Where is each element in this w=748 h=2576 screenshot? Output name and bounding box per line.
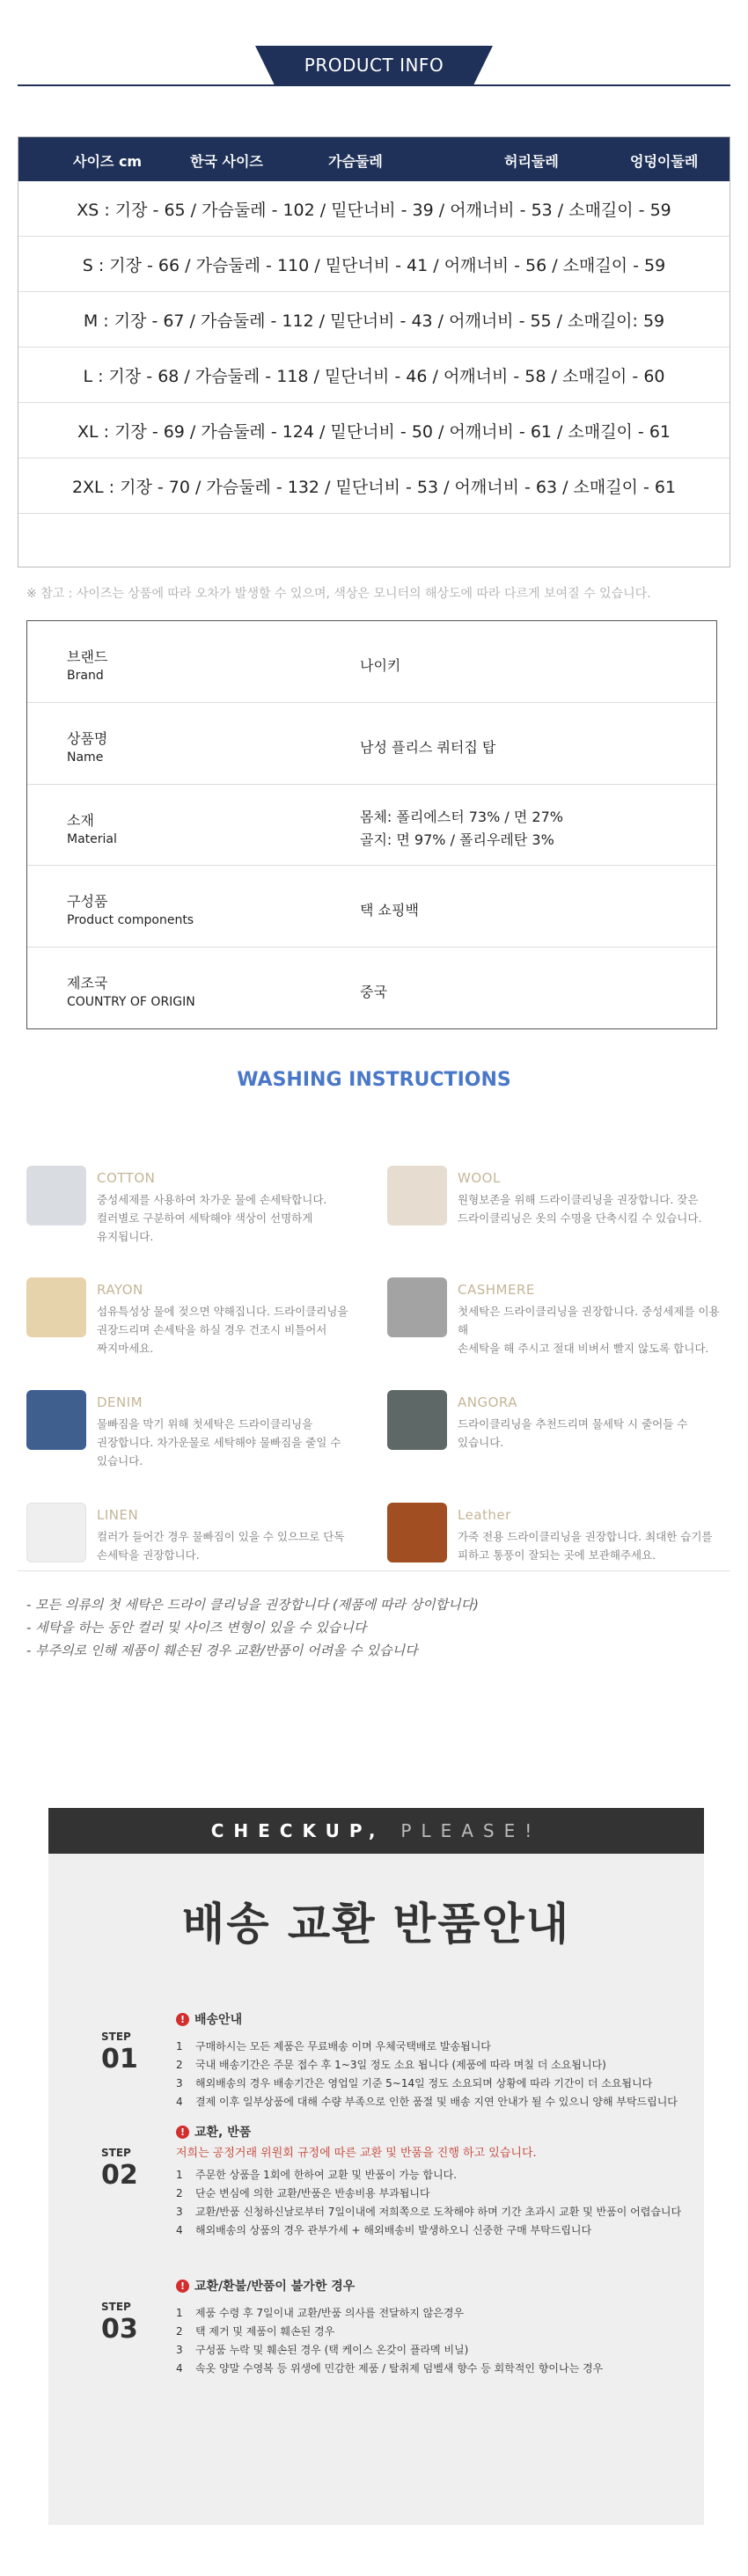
spec-name-en: Name xyxy=(67,750,104,765)
step-1-item: 4 결제 이후 일부상품에 대해 수량 부족으로 인한 품절 및 배송 지연 안내가 될 수 있으니 양해 부탁드립니다 xyxy=(176,2096,678,2108)
step-1-item: 3 해외배송의 경우 배송기간은 영업일 기준 5~14일 정도 소요되며 상황에 따라 기간이 더 소요됩니다 xyxy=(176,2077,653,2089)
step-1-heading: ! 배송안내 xyxy=(176,2010,242,2028)
col-chest: 가슴둘레 xyxy=(328,153,383,170)
step-3-heading: ! 교환/환불/반품이 불가한 경우 xyxy=(176,2277,355,2294)
spec-material-value-rib: 골지: 면 97% / 폴리우레탄 3% xyxy=(360,831,554,848)
fabric-name: WOOL xyxy=(458,1170,501,1186)
fabric-cashmere xyxy=(387,1277,722,1365)
cashmere-swatch xyxy=(387,1277,447,1337)
step-2-item: 2 단순 변심에 의한 교환/반품은 반송비용 부과됩니다 xyxy=(176,2187,430,2199)
fabric-name: LINEN xyxy=(97,1507,139,1523)
size-row-l: L : 기장 - 68 / 가슴둘레 - 118 / 밑단너비 - 46 / 어깨너비 - 58 / 소매길이 - 60 xyxy=(18,348,730,403)
fabric-description: 드라이클리닝을 추천드리며 물세탁 시 줄어들 수 있습니다. xyxy=(458,1417,688,1449)
spec-row-material xyxy=(27,785,716,867)
fabric-description: 컬러가 들어간 경우 물빠짐이 있을 수 있으므로 단독 손세탁을 권장합니다. xyxy=(97,1530,345,1562)
fabric-linen xyxy=(26,1503,361,1591)
step-3-number: 03 xyxy=(101,2314,138,2345)
spec-components-ko: 구성품 xyxy=(67,893,108,911)
spec-row-components xyxy=(27,866,716,948)
spec-name-value: 남성 플리스 쿼터집 탑 xyxy=(360,738,496,756)
step-3-item: 2 택 제거 및 제품이 훼손된 경우 xyxy=(176,2325,335,2338)
step-3-item: 3 구성품 누락 및 훼손된 경우 (택 케이스 온갖이 플라멕 비닐) xyxy=(176,2344,469,2356)
angora-swatch xyxy=(387,1390,447,1450)
shipping-exchange-title: 배송 교환 반품안내 xyxy=(181,1899,571,1950)
caution-line-2: - 세탁을 하는 동안 컬러 및 사이즈 변형이 있을 수 있습니다 xyxy=(26,1620,367,1636)
linen-swatch xyxy=(26,1503,86,1562)
spec-brand-ko: 브랜드 xyxy=(67,648,108,665)
step-2-item: 4 해외배송의 상품의 경우 관부가세 + 해외배송비 발생하오니 신중한 구매 부탁드립니다 xyxy=(176,2224,592,2236)
fabric-description: 첫세탁은 드라이클리닝을 권장합니다. 중성세제를 이용해 손세탁을 해 주시고 절대 비벼서 빨지 않도록 합니다. xyxy=(458,1305,720,1355)
spec-row-name xyxy=(27,703,716,785)
step-3-item: 1 제품 수령 후 7일이내 교환/반품 의사를 전달하지 않은경우 xyxy=(176,2307,464,2319)
step-1-label: STEP xyxy=(101,2031,131,2043)
spec-row-brand xyxy=(27,621,716,703)
fabric-description: 섬유특성상 물에 젖으면 약해집니다. 드라이클리닝을 권장드리며 손세탁을 하실 경우 건조시 비틀어서 짜지마세요. xyxy=(97,1305,348,1355)
step-2-item: 3 교환/반품 신청하신날로부터 7일이내에 저희쪽으로 도착해야 하며 기간 초과시 교환 및 반품이 어렵습니다 xyxy=(176,2206,682,2218)
spec-components-value: 택 쇼핑백 xyxy=(360,902,419,919)
alert-icon: ! xyxy=(176,2280,189,2293)
wool-swatch xyxy=(387,1166,447,1226)
size-table-header xyxy=(18,137,730,181)
washing-title: WASHING INSTRUCTIONS xyxy=(237,1069,511,1091)
fabric-name: Leather xyxy=(458,1507,511,1523)
fabric-description: 원형보존을 위해 드라이클리닝을 권장합니다. 잦은 드라이클리닝은 옷의 수명을 단축시킬 수 있습니다. xyxy=(458,1193,702,1225)
fabric-description: 중성세제를 사용하여 차가운 물에 손세탁합니다. 컬러별로 구분하여 세탁해야 색상이 선명하게 유지됩니다. xyxy=(97,1193,327,1243)
step-2-notice: 저희는 공정거래 위원회 규정에 따른 교환 및 반품을 진행 하고 있습니다. xyxy=(176,2147,537,2160)
header-rule xyxy=(18,84,730,86)
alert-icon: ! xyxy=(176,2013,189,2026)
fabric-name: CASHMERE xyxy=(458,1282,535,1298)
spec-brand-en: Brand xyxy=(67,669,104,683)
spec-material-en: Material xyxy=(67,831,117,846)
rayon-swatch xyxy=(26,1277,86,1337)
fabric-cotton xyxy=(26,1166,361,1254)
size-row-xl: XL : 기장 - 69 / 가슴둘레 - 124 / 밑단너비 - 50 / 어깨너비 - 61 / 소매길이 - 61 xyxy=(18,403,730,458)
spec-origin-value: 중국 xyxy=(360,984,387,1001)
alert-icon: ! xyxy=(176,2126,189,2139)
fabric-name: DENIM xyxy=(97,1394,143,1410)
step-2-label: STEP xyxy=(101,2147,131,2159)
product-info-title: PRODUCT INFO xyxy=(304,55,444,76)
spec-material-value-body: 몸체: 폴리에스터 73% / 면 27% xyxy=(360,808,563,825)
step-1-item: 1 구매하시는 모든 제품은 무료배송 이며 우체국택배로 발송됩니다 xyxy=(176,2040,491,2053)
cotton-swatch xyxy=(26,1166,86,1226)
col-kr-size: 한국 사이즈 xyxy=(190,153,263,170)
fabric-leather xyxy=(387,1503,722,1591)
step-2-number: 02 xyxy=(101,2160,138,2191)
fabric-denim xyxy=(26,1390,361,1478)
col-hip: 엉덩이둘레 xyxy=(630,153,699,170)
size-note: ※ 참고 : 사이즈는 상품에 따라 오차가 발생할 수 있으며, 색상은 모니터의 해상도에 따라 다르게 보여질 수 있습니다. xyxy=(26,587,651,601)
fabric-angora xyxy=(387,1390,722,1478)
step-3-item: 4 속옷 양말 수영복 등 위생에 민감한 제품 / 탈취제 덤벨새 향수 등 회학적인 향이나는 경우 xyxy=(176,2362,604,2375)
spec-material-ko: 소재 xyxy=(67,811,94,829)
checkup-section xyxy=(48,1808,704,2525)
col-size-cm: 사이즈 cm xyxy=(73,153,143,170)
caution-line-3: - 부주의로 인해 제품이 훼손된 경우 교환/반품이 어려울 수 있습니다 xyxy=(26,1643,418,1658)
step-1-number: 01 xyxy=(101,2044,138,2075)
fabric-name: COTTON xyxy=(97,1170,156,1186)
caution-line-1: - 모든 의류의 첫 세탁은 드라이 클리닝을 권장합니다 (제품에 따라 상이합니다) xyxy=(26,1597,479,1613)
step-2-heading: ! 교환, 반품 xyxy=(176,2123,251,2141)
step-3-label: STEP xyxy=(101,2301,131,2313)
spec-brand-value: 나이키 xyxy=(360,657,401,674)
product-info-header xyxy=(0,0,748,97)
spec-origin-ko: 제조국 xyxy=(67,975,108,992)
fabric-description: 물빠짐을 막기 위해 첫세탁은 드라이클리닝을 권장합니다. 차가운물로 세탁해야 물빠짐을 줄일 수 있습니다. xyxy=(97,1417,341,1467)
step-2-item: 1 주문한 상품을 1회에 한하여 교환 및 반품이 가능 합니다. xyxy=(176,2169,457,2181)
denim-swatch xyxy=(26,1390,86,1450)
spec-origin-en: COUNTRY OF ORIGIN xyxy=(67,995,195,1010)
spec-table xyxy=(26,620,717,1029)
checkup-banner-text: CHECKUP, PLEASE! xyxy=(210,1820,542,1841)
size-row-m: M : 기장 - 67 / 가슴둘레 - 112 / 밑단너비 - 43 / 어깨너비 - 55 / 소매길이: 59 xyxy=(18,292,730,348)
size-table xyxy=(18,136,730,567)
spec-row-origin xyxy=(27,948,716,1029)
spec-components-en: Product components xyxy=(67,913,194,928)
fabric-rayon xyxy=(26,1277,361,1365)
col-waist: 허리둘레 xyxy=(504,153,559,170)
washing-divider xyxy=(18,1570,730,1571)
fabric-name: ANGORA xyxy=(458,1394,517,1410)
size-row-xs: XS : 기장 - 65 / 가슴둘레 - 102 / 밑단너비 - 39 / 어깨너비 - 53 / 소매길이 - 59 xyxy=(18,181,730,237)
size-row-2xl: 2XL : 기장 - 70 / 가슴둘레 - 132 / 밑단너비 - 53 / 어깨너비 - 63 / 소매길이 - 61 xyxy=(18,458,730,514)
fabric-description: 가죽 전용 드라이클리닝을 권장합니다. 최대한 습기를 피하고 통풍이 잘되는 곳에 보관해주세요. xyxy=(458,1530,713,1562)
leather-swatch xyxy=(387,1503,447,1562)
fabric-wool xyxy=(387,1166,722,1254)
size-row-s: S : 기장 - 66 / 가슴둘레 - 110 / 밑단너비 - 41 / 어깨너비 - 56 / 소매길이 - 59 xyxy=(18,237,730,292)
step-1-item: 2 국내 배송기간은 주문 접수 후 1~3일 정도 소요 됩니다 (제품에 따라 며칠 더 소요됩니다) xyxy=(176,2059,606,2071)
fabric-name: RAYON xyxy=(97,1282,143,1298)
spec-name-ko: 상품명 xyxy=(67,729,108,747)
